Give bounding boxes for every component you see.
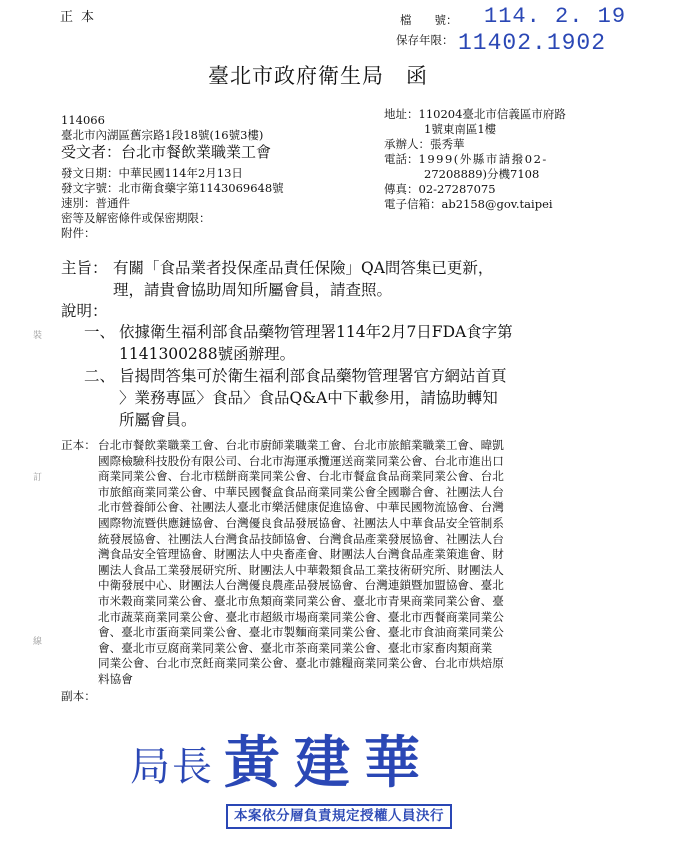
attachment-label: 附件： xyxy=(61,226,96,240)
original-line: 北市營養師公會、社團法人臺北市樂活健康促進協會、中華民國物流協會、台灣 xyxy=(98,500,504,515)
phone-line-2: 27208889)分機7108 xyxy=(424,167,540,181)
copy-label: 副本： xyxy=(61,689,96,703)
subject-line-2: 理，請貴會協助周知所屬會員，請查照。 xyxy=(113,281,393,299)
explanation-label: 說明： xyxy=(61,302,108,320)
original-line: 國際物流暨供應鏈協會、台灣優良食品發展協會、社團法人中華食品安全管制系 xyxy=(98,515,504,530)
retention-label: 保存年限： xyxy=(396,33,454,47)
fax-line xyxy=(384,182,496,197)
phone-line xyxy=(384,152,548,167)
margin-mark-bind: 裝 xyxy=(33,331,43,341)
director-name-seal: 黃建華 xyxy=(224,730,434,796)
item-1-line-2: 1141300288號函辦理。 xyxy=(119,345,296,363)
margin-mark-staple: 訂 xyxy=(33,473,43,483)
fax-number: 02-27287075 xyxy=(418,182,496,196)
margin-mark-line: 線 xyxy=(33,637,43,647)
doc-number-line xyxy=(61,181,284,196)
subject-line-1: 有關「食品業者投保產品責任保險」QA問答集已更新， xyxy=(113,259,494,277)
original-line: 市旅館商業同業公會、中華民國餐盒食品商業同業公會全國聯合會、社團法人台 xyxy=(98,484,504,499)
original-line: 中衛發展中心、財團法人台灣優良農產品發展協會、台灣連鎖暨加盟協會、臺北 xyxy=(98,578,504,593)
sender-zip: 114066 xyxy=(61,113,105,127)
email-link[interactable]: ab2158@gov.taipei xyxy=(441,197,553,211)
original-line: 統發展協會、社團法人台灣食品技師協會、台灣食品產業發展協會、社團法人台 xyxy=(98,531,504,546)
recipient-name: 台北市餐飲業職業工會 xyxy=(121,143,272,161)
item-2-line-1: 旨揭問答集可於衛生福利部食品藥物管理署官方網站首頁 xyxy=(119,367,507,385)
doc-number-value: 北市衛食藥字第1143069648號 xyxy=(118,181,284,195)
speed-label: 速別： xyxy=(61,196,96,210)
handler-label: 承辦人： xyxy=(384,137,430,151)
original-line: 灣食品安全管理協會、財團法人中央畜產會、財團法人台灣食品產業策進會、財 xyxy=(98,547,504,562)
recipient-label: 受文者： xyxy=(61,143,122,161)
fax-label: 傳真： xyxy=(384,182,419,196)
date-line xyxy=(61,166,243,181)
address-label: 地址： xyxy=(384,107,419,121)
file-number-stamp: 114. 2. 19 xyxy=(484,4,627,29)
original-line: 市米穀商業同業公會、臺北市魚類商業同業公會、臺北市青果商業同業公會、臺 xyxy=(98,593,504,608)
recipient-line xyxy=(61,143,271,162)
sender-address: 臺北市內湖區舊宗路1段18號(16號3樓) xyxy=(61,128,264,142)
subject-label: 主旨： xyxy=(61,259,108,277)
original-line: 同業公會、台北市烹飪商業同業公會、臺北市雜糧商業同業公會、台北市烘焙原 xyxy=(98,656,504,671)
email-label: 電子信箱： xyxy=(384,197,442,211)
original-line: 團法人食品工業發展研究所、財團法人中華穀類食品工業技術研究所、財團法人 xyxy=(98,562,504,577)
director-title: 局長 xyxy=(130,744,214,790)
handler-line xyxy=(384,137,465,152)
item-2-line-2: 〉業務專區〉食品〉食品Q&A中下載參用，請協助轉知 xyxy=(119,389,498,407)
email-line xyxy=(384,197,553,212)
file-number-label: 檔 號： xyxy=(400,13,458,27)
item-2-line-3: 所屬會員。 xyxy=(119,411,197,429)
copy-type-label: 正本 xyxy=(60,10,103,25)
original-line: 會、臺北市豆腐商業同業公會、臺北市茶商業同業公會、臺北市家畜肉類商業 xyxy=(98,640,493,655)
original-line: 台北市餐飲業職業工會、台北市廚師業職業工會、台北市旅館業職業工會、暐凱 xyxy=(98,438,504,452)
speed-value: 普通件 xyxy=(95,196,130,210)
original-line: 會、臺北市蛋商業同業公會、臺北市製麵商業同業公會、臺北市食油商業同業公 xyxy=(98,625,504,640)
original-line: 商業同業公會、台北市糕餅商業同業公會、台北市餐盒食品商業同業公會、台北 xyxy=(98,469,504,484)
original-line: 國際檢驗科技股份有限公司、台北市海運承攬運送商業同業公會、台北市進出口 xyxy=(98,453,504,468)
item-2-marker: 二、 xyxy=(84,367,116,385)
original-line: 料協會 xyxy=(98,671,133,686)
address-line-2: 1號東南區1樓 xyxy=(424,122,497,136)
page-title: 臺北市政府衛生局 函 xyxy=(208,64,428,88)
contact-address xyxy=(384,107,566,122)
item-1-marker: 一、 xyxy=(84,323,116,341)
date-label: 發文日期： xyxy=(61,166,119,180)
original-list xyxy=(98,438,504,688)
original-label: 正本： xyxy=(61,438,96,452)
address-line-1: 110204臺北市信義區市府路 xyxy=(418,107,566,121)
original-line: 北市蔬菜商業同業公會、臺北市超級市場商業同業公會、臺北市西餐商業同業公 xyxy=(98,609,504,624)
speed-line xyxy=(61,196,130,211)
doc-number-label: 發文字號： xyxy=(61,181,119,195)
phone-line-1: 1999(外縣市請撥02- xyxy=(418,152,548,166)
authorization-stamp: 本案依分層負責規定授權人員決行 xyxy=(226,804,452,829)
retention-stamp: 11402.1902 xyxy=(458,30,607,56)
item-1-line-1: 依據衛生福利部食品藥物管理署114年2月7日FDA食字第 xyxy=(119,323,513,341)
date-value: 中華民國114年2月13日 xyxy=(118,166,243,180)
phone-label: 電話： xyxy=(384,152,419,166)
handler-name: 張秀華 xyxy=(430,137,465,151)
secrecy-label: 密等及解密條件或保密期限： xyxy=(61,211,211,225)
